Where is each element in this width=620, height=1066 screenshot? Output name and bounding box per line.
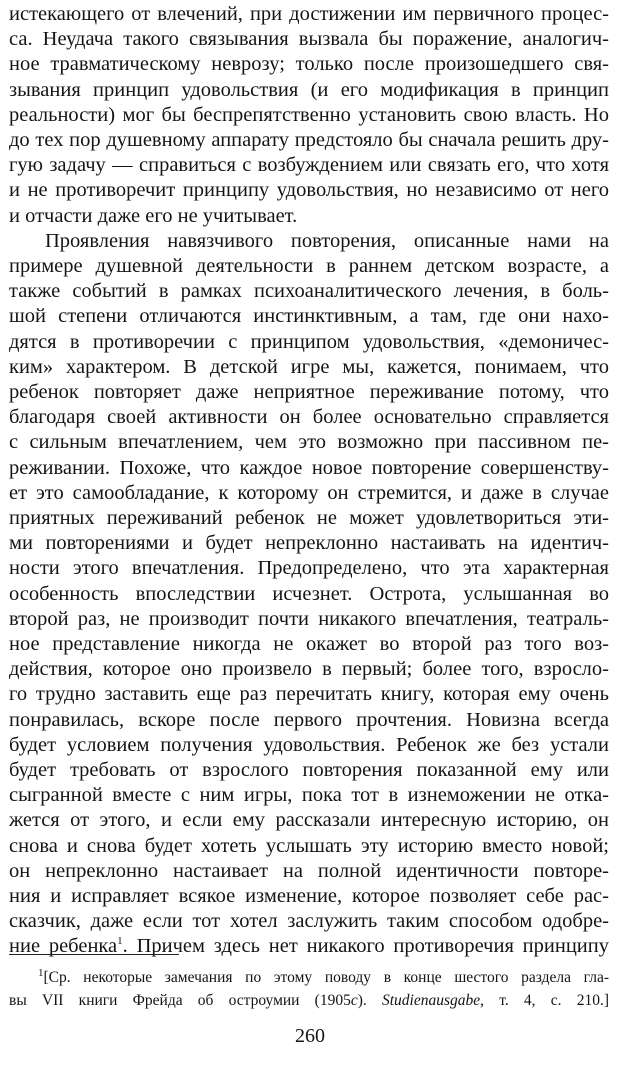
text-line: ет это самообладание, к которому он стремится, и даже в случае bbox=[9, 481, 609, 504]
footnote-text: ). bbox=[357, 992, 382, 1009]
text-fragment: ние ребенка bbox=[9, 935, 118, 958]
text-line: дятся в противоречии с принципом удовольствия, «демоничес- bbox=[9, 330, 609, 353]
footnote-divider bbox=[9, 954, 179, 955]
text-line: истекающего от влечений, при достижении им первичного процес- bbox=[9, 3, 609, 25]
text-line: ное представление никогда не окажет во второй раз того воз- bbox=[9, 633, 609, 655]
text-line: ния и исправляет всякое изменение, которое позволяет себе рас- bbox=[9, 885, 609, 907]
text-line: примере душевной деятельности в раннем детском возрасте, а bbox=[9, 255, 609, 277]
footnote-line bbox=[38, 967, 609, 989]
text-line: ребенок повторяет даже неприятное переживание потому, что bbox=[9, 381, 609, 403]
footnote-text: [Ср. некоторые замечания по этому поводу в конце шестого раздела гла- bbox=[43, 969, 609, 986]
text-line bbox=[9, 934, 609, 959]
footnote-book-title: Studienausgabe bbox=[381, 992, 481, 1009]
text-line: и не противоречит принципу удовольствия, но независимо от него bbox=[9, 179, 609, 202]
text-line: са. Неудача такого связывания вызвала бы поражение, аналогич- bbox=[9, 28, 609, 51]
text-line: будет условием получения удовольствия. Ребенок же без устали bbox=[9, 733, 609, 756]
text-line: благодаря своей активности он более основательно справляется bbox=[9, 406, 609, 429]
text-line: действия, которое оно произвело в первый; более того, взросло- bbox=[9, 658, 609, 681]
footnote-reference: 1 bbox=[117, 935, 123, 948]
text-line: го трудно заставить еще раз перечитать книгу, которая ему очень bbox=[9, 683, 609, 706]
page-number: 260 bbox=[295, 1025, 325, 1047]
text-line: он непреклонно настаивает на полной идентичности повторе- bbox=[9, 859, 609, 882]
text-line: и отчасти даже его не учитывает. bbox=[9, 204, 298, 227]
footnote-italic: c bbox=[350, 992, 358, 1009]
text-line: приятных переживаний ребенок не может удовлетвориться эти- bbox=[9, 507, 609, 529]
text-line: сказчик, даже если тот хотел заслужить таким способом одобре- bbox=[9, 910, 609, 933]
text-line: ми повторениями и будет непреклонно настаивать на идентич- bbox=[9, 532, 609, 555]
text-line: с сильным впечатлением, чем это возможно при пассивном пе- bbox=[9, 431, 609, 454]
text-line: второй раз, не производит почти никакого впечатления, театраль- bbox=[9, 607, 609, 630]
text-line: шой степени отличаются инстинктивным, а там, где они нахо- bbox=[9, 305, 609, 328]
footnote-line bbox=[9, 990, 609, 1012]
paragraph-first-line: Проявления навязчивого повторения, описанные нами на bbox=[45, 229, 609, 252]
text-fragment: . Причем здесь нет никакого противоречия принципу bbox=[122, 935, 609, 958]
text-line: ким» характером. В детской игре мы, кажется, понимаем, что bbox=[9, 355, 609, 378]
text-line: жется от этого, и если ему рассказали интересную историю, он bbox=[9, 809, 609, 832]
text-line: понравилась, вскоре после первого прочтения. Новизна всегда bbox=[9, 708, 609, 731]
text-line: зывания принцип удовольствия (и его модификация в принцип bbox=[9, 78, 609, 101]
text-line: реальности) мог бы беспрепятственно установить свою власть. Но bbox=[9, 103, 609, 126]
footnote-marker: 1 bbox=[38, 966, 44, 979]
footnote-text: вы VII книги Фрейда об остроумии (1905 bbox=[9, 992, 351, 1009]
text-line: будет требовать от взрослого повторения показанной ему или bbox=[9, 759, 609, 781]
text-line: ности этого впечатления. Предопределено, что эта характерная bbox=[9, 557, 609, 580]
text-line: сыгранной вместе с ним игры, пока тот в изнеможении не отка- bbox=[9, 784, 609, 807]
footnote-text: , т. 4, с. 210.] bbox=[480, 992, 609, 1009]
text-line: также событий в рамках психоаналитического лечения, в боль- bbox=[9, 280, 609, 303]
text-line: особенность впоследствии исчезнет. Острота, услышанная во bbox=[9, 582, 609, 605]
text-line: реживании. Похоже, что каждое новое повторение совершенству- bbox=[9, 456, 609, 479]
text-line: снова и снова будет хотеть услышать эту историю вместо новой; bbox=[9, 834, 609, 857]
text-line: до тех пор душевному аппарату предстояло бы сначала решить дру- bbox=[9, 129, 609, 151]
text-line: гую задачу — справиться с возбуждением или связать его, что хотя bbox=[9, 154, 609, 177]
text-line: ное травматическому неврозу; только после произошедшего свя- bbox=[9, 53, 609, 76]
